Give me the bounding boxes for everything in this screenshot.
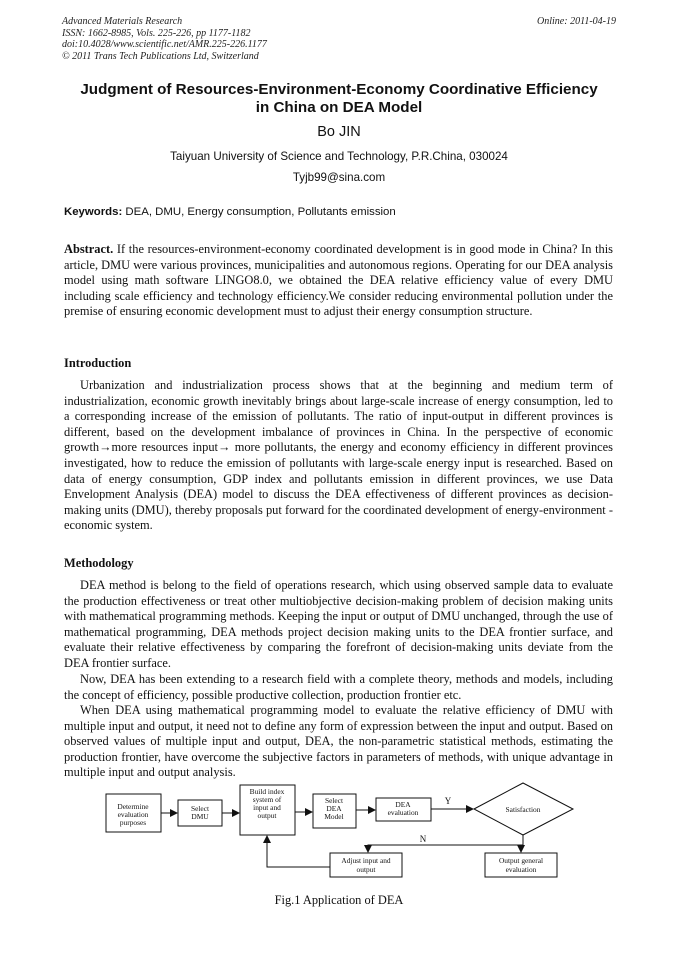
introduction-paragraph [64, 378, 613, 534]
keywords-label: Keywords: [64, 206, 123, 218]
methodology-paragraph-3 [64, 703, 613, 781]
keywords [64, 206, 624, 218]
no-label: N [419, 834, 427, 844]
paper-title [40, 81, 638, 117]
dea-flowchart [0, 782, 678, 882]
box3-line2: system of [252, 795, 282, 804]
online-date: Online: 2011-04-19 [537, 16, 616, 27]
box3-line4: output [257, 811, 277, 820]
methodology-heading: Methodology [64, 556, 134, 570]
box1-line1: Determine [117, 802, 149, 811]
box5-line1: DEA [395, 800, 411, 809]
box5-line2: evaluation [387, 808, 419, 817]
arrow-no [368, 835, 523, 852]
abstract-label: Abstract. [64, 242, 114, 256]
box4-line1: Select [324, 796, 344, 805]
journal-name: Advanced Materials Research [62, 16, 183, 27]
box7-line2: evaluation [505, 865, 537, 874]
abstract [64, 242, 613, 320]
box2-line1: Select [190, 804, 210, 813]
box2-line2: DMU [191, 812, 209, 821]
methodology-paragraph-1 [64, 578, 613, 672]
box1-line2: evaluation [117, 810, 149, 819]
abstract-text: If the resources-environment-economy coordinated development is in good mode in China? In this article, DMU were various provinces, municipalities and autonomous regions. Operating for our DEA analysis model using math software LINGO8.0, we obtained the DEA relative efficiency value of every DMU including scale efficiency and technology efficiency.We consider reducing environmental pollution under the premise of ensuring economic development must to adjust their energy consumption structure. [64, 242, 613, 319]
figure-caption: Fig.1 Application of DEA [274, 893, 404, 907]
box4-line3: Model [324, 812, 344, 821]
box3-line3: input and [253, 803, 281, 812]
box6-line2: output [356, 865, 376, 874]
box1-line3: purposes [119, 818, 147, 827]
box7-line1: Output general [498, 856, 544, 865]
methodology-text-2: Now, DEA has been extending to a research field with a complete theory, methods and models, including the concept of efficiency, possible productive collection, production frontier etc. [64, 672, 613, 702]
journal-header [62, 16, 267, 62]
yes-label: Y [444, 796, 452, 806]
affiliation: Taiyuan University of Science and Technology, P.R.China, 030024 [170, 150, 508, 163]
arrow-feedback [267, 836, 330, 867]
box3-line1: Build index [249, 787, 285, 796]
author: Bo JIN [317, 124, 361, 140]
diamond-label: Satisfaction [505, 805, 541, 814]
methodology-text-1: DEA method is belong to the field of operations research, which using observed sample data to evaluate the production effectiveness or treat other multiobjective decision-making problem of decision making units with mathematical programming methods. Keeping the input or output of DMU unchanged, through the use of mathematical programming, DEA methods project decision making units to the DEA frontier surface, and evaluate their relative effectiveness by comparing the forefront of decision-making units deviate from the DEA frontier surface. [64, 578, 613, 670]
issn-line: ISSN: 1662-8985, Vols. 225-226, pp 1177-1182 [62, 27, 251, 39]
methodology-text-3: When DEA using mathematical programming model to evaluate the relative efficiency of DMU with multiple input and output, it need not to define any form of expression between the input and output. Based on observed values of multiple input and output, DEA, the non-parametric statistical methods, estimating the production frontier, have overcome the subjective factors in parameters of methods, with unique advantage in multiple input and output analysis. [64, 703, 613, 780]
keywords-text: DEA, DMU, Energy consumption, Pollutants emission [125, 206, 396, 218]
methodology-paragraph-2 [64, 672, 613, 703]
box6-line1: Adjust input and [341, 856, 391, 865]
introduction-text: Urbanization and industrialization process shows that at the beginning and medium term of industrialization, economic growth inevitably brings about large-scale increase of energy consumption, led to a corresponding increase of the emission of pollutants. The ratio of input-output in different provinces is different, based on the development imbalance of provinces in China. In the perspective of economic growth→more resources input→ more pollutants, the energy and economy efficiency in different provinces investigated, how to reduce the emission of pollutants with large-scale energy input is researched. Based on data of energy consumption, GDP index and pollutants emission in different provinces, we use Data Envelopment Analysis (DEA) model to discuss the DEA effectiveness of different provinces as decision-making units (DMU), thereby proposals put forward for the coordinated development of energy-environment -economic system. [64, 378, 613, 533]
email: Tyjb99@sina.com [292, 171, 386, 184]
title-line-2: in China on DEA Model [255, 99, 423, 116]
introduction-heading: Introduction [64, 356, 132, 370]
copyright-line: © 2011 Trans Tech Publications Ltd, Switzerland [62, 50, 259, 62]
doi-line: doi:10.4028/www.scientific.net/AMR.225-226.1177 [62, 39, 267, 51]
box4-line2: DEA [326, 804, 342, 813]
title-line-1: Judgment of Resources-Environment-Economy Coordinative Efficiency [80, 81, 598, 98]
